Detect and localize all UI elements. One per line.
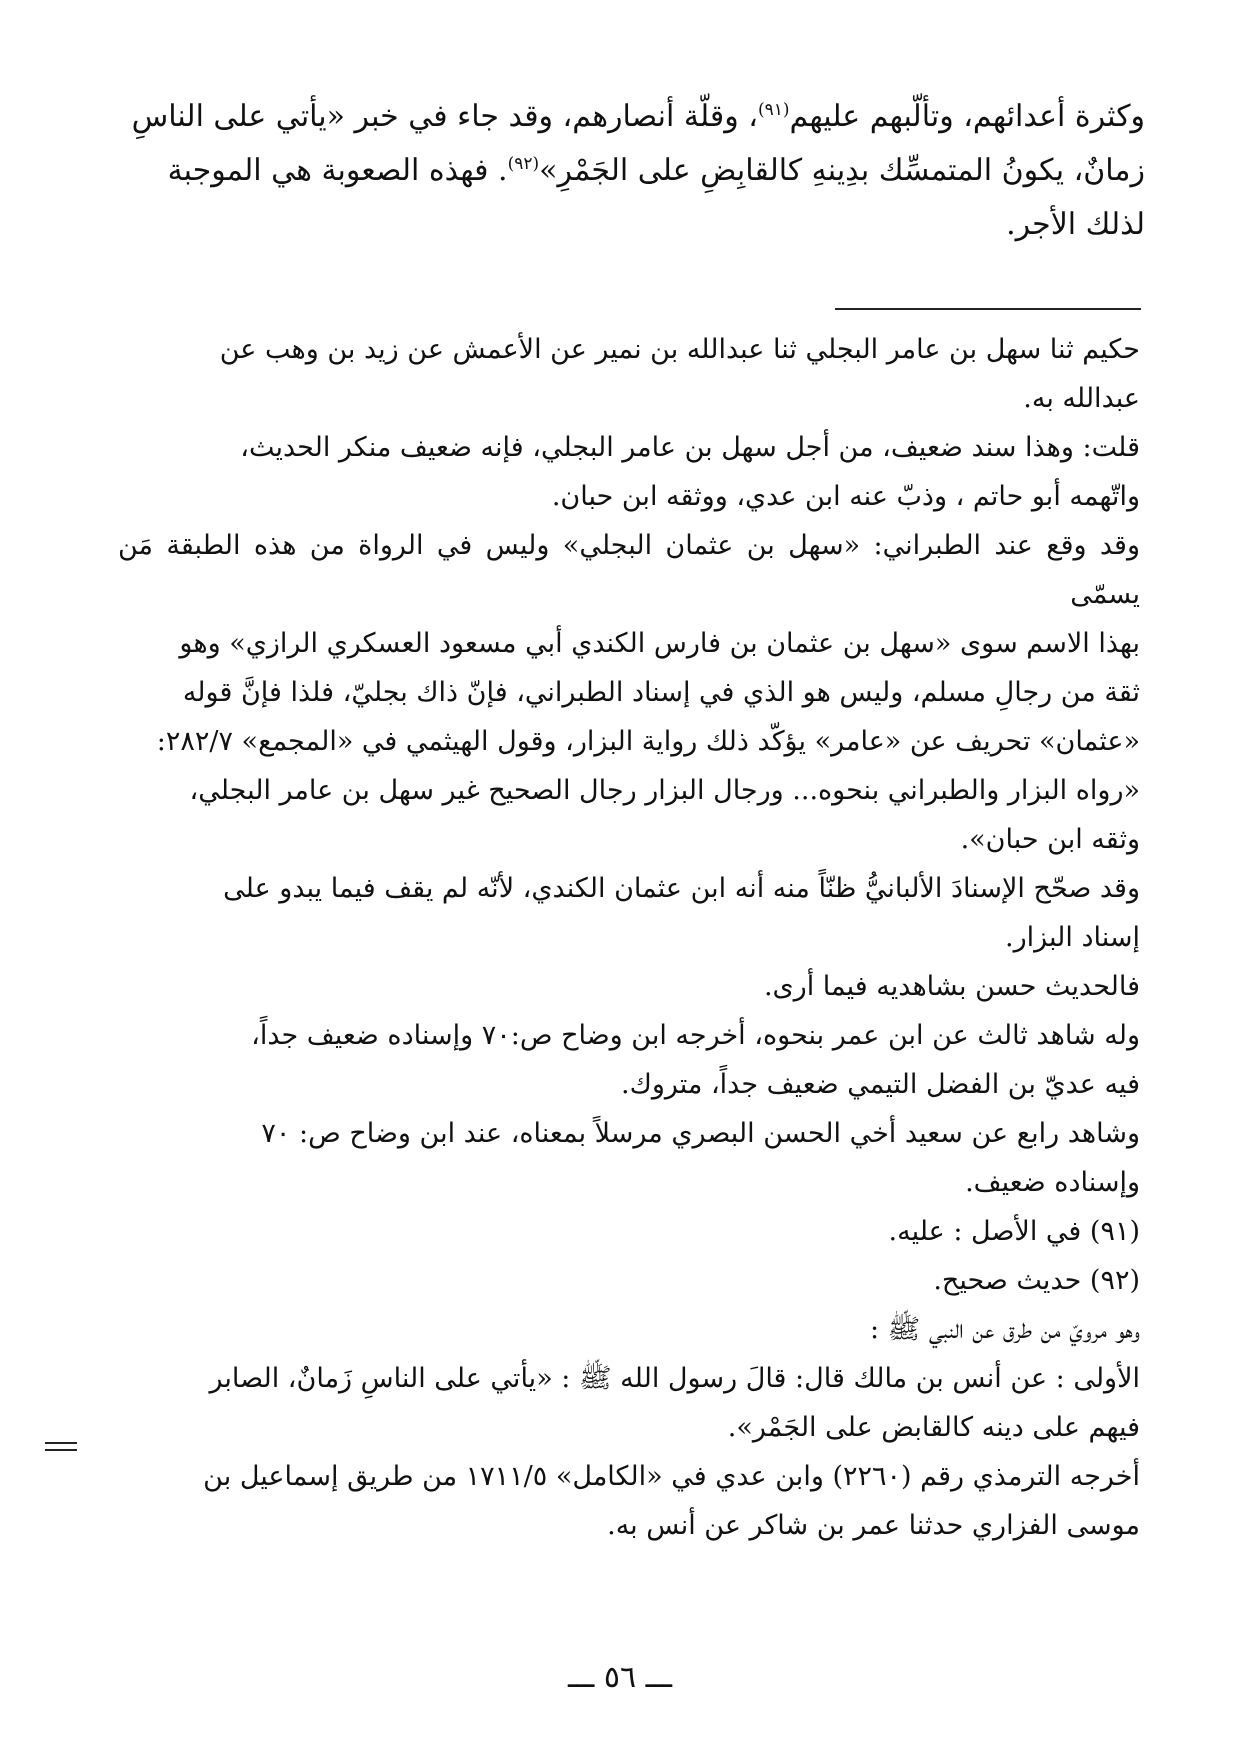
footnote-line: عبدالله به. xyxy=(1023,383,1140,414)
footnote-line: الأولى : عن أنس بن مالك قال: قالَ رسول الله ﷺ : «يأتي على الناسِ زَمانٌ، الصابر xyxy=(209,1363,1140,1394)
footnote-line: وشاهد رابع عن سعيد أخي الحسن البصري مرسلاً بمعناه، عند ابن وضاح ص: ٧٠ xyxy=(261,1118,1140,1149)
footnote-line: وله شاهد ثالث عن ابن عمر بنحوه، أخرجه ابن وضاح ص:٧٠ وإسناده ضعيف جداً، xyxy=(251,1020,1140,1051)
footnote-line: قلت: وهذا سند ضعيف، من أجل سهل بن عامر البجلي، فإنه ضعيف منكر الحديث، xyxy=(240,432,1140,463)
footnote-line: وثقه ابن حبان». xyxy=(960,824,1140,855)
main-text xyxy=(115,90,1145,252)
text-run: وكثرة أعدائهم، وتألّبهم عليهم xyxy=(789,99,1145,134)
footnote-separator xyxy=(835,308,1141,310)
footnote-line: فيهم على دينه كالقابض على الجَمْر». xyxy=(727,1412,1140,1443)
footnote-line: «رواه البزار والطبراني بنحوه... ورجال البزار رجال الصحيح غير سهل بن عامر البجلي، xyxy=(189,775,1140,806)
footnote-line: أخرجه الترمذي رقم (٢٢٦٠) وابن عدي في «الكامل» ١٧١١/٥ من طريق إسماعيل بن xyxy=(203,1461,1140,1492)
footnote-line: ثقة من رجالِ مسلم، وليس هو الذي في إسناد الطبراني، فإنّ ذاك بجليّ، فلذا فإنَّ قوله xyxy=(182,677,1140,708)
footnotes-section xyxy=(118,325,1140,1550)
footnote-line: وهو مرويّ من طرق عن النبي ﷺ : xyxy=(870,1314,1140,1345)
footnote-line: وقد وقع عند الطبراني: «سهل بن عثمان البجلي» وليس في الرواة من هذه الطبقة مَن يسمّى xyxy=(118,530,1140,610)
footnote-92: (٩٢) حديث صحيح. xyxy=(933,1265,1140,1296)
text-run: . فهذه الصعوبة هي الموجبة لذلك الأجر. xyxy=(167,153,1145,242)
footnote-line: فيه عديّ بن الفضل التيمي ضعيف جداً، متروك. xyxy=(621,1069,1140,1100)
footnote-line: فالحديث حسن بشاهديه فيما أرى. xyxy=(763,971,1140,1002)
paragraph-1 xyxy=(115,90,1145,252)
text-run: ، وقلّة أنصارهم، وقد جاء في خبر «يأتي على الناسِ زمانٌ، يكونُ المتمسِّك بدِينهِ كالقابِضِ على الجَمْرِ» xyxy=(131,99,1145,188)
footnote-ref-92[interactable]: (٩٢) xyxy=(507,154,540,174)
continuation-marker xyxy=(45,1442,77,1456)
page-number: ـــ ٥٦ ـــ xyxy=(567,1660,673,1695)
footnote-line: بهذا الاسم سوى «سهل بن عثمان بن فارس الكندي أبي مسعود العسكري الرازي» وهو xyxy=(179,628,1140,659)
footnote-line: حكيم ثنا سهل بن عامر البجلي ثنا عبدالله بن نمير عن الأعمش عن زيد بن وهب عن xyxy=(219,334,1140,365)
footnote-line: موسى الفزاري حدثنا عمر بن شاكر عن أنس به. xyxy=(607,1510,1140,1541)
footnote-line: «عثمان» تحريف عن «عامر» يؤكّد ذلك رواية البزار، وقول الهيثمي في «المجمع» ٢٨٢/٧: xyxy=(156,726,1140,757)
footnote-line: واتّهمه أبو حاتم ، وذبّ عنه ابن عدي، ووثقه ابن حبان. xyxy=(551,481,1140,512)
footnote-line: وإسناده ضعيف. xyxy=(965,1167,1140,1198)
footnote-line: وقد صحّح الإسنادَ الألبانيُّ ظنّاً منه أنه ابن عثمان الكندي، لأنّه لم يقف فيما يبدو على xyxy=(223,873,1140,904)
footnote-91: (٩١) في الأصل : عليه. xyxy=(888,1216,1140,1247)
footnote-ref-91[interactable]: (٩١) xyxy=(757,100,790,120)
footnote-line: إسناد البزار. xyxy=(1005,922,1140,953)
